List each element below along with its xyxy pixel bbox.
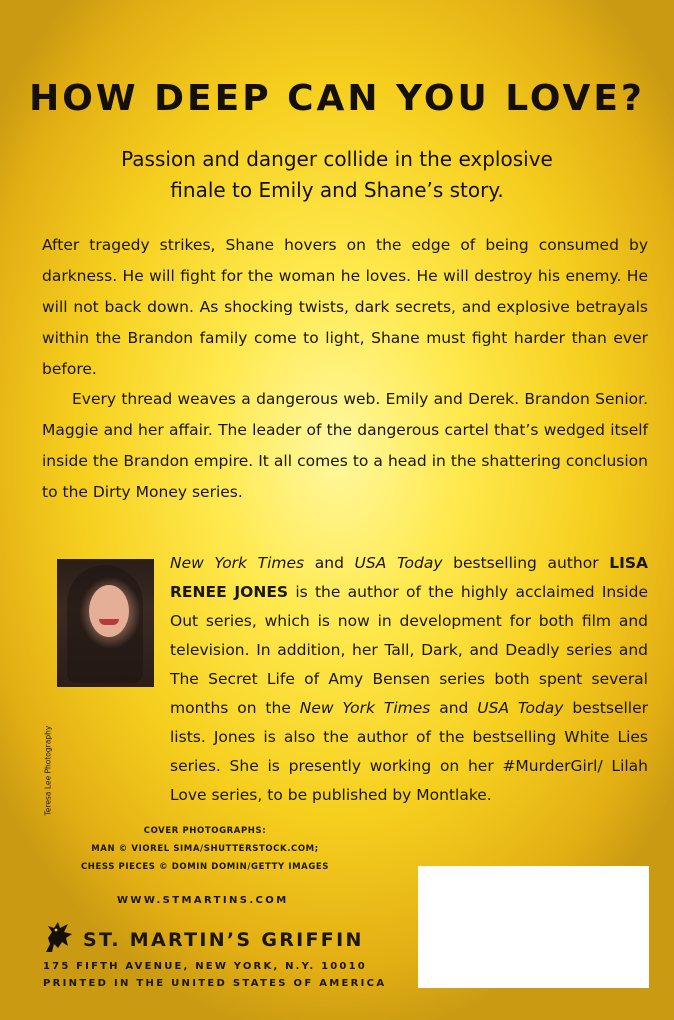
bio-intro: bestselling author [442, 554, 610, 572]
synopsis-paragraph-2: Every thread weaves a dangerous web. Emily and Derek. Brandon Senior. Maggie and her affair. The leader of the dangerous cartel that’s wedged itself inside the Brandon empire. It all comes to a head in the shattering conclusion to the Dirty Money series. [42, 390, 648, 501]
cover-credits-line-3: CHESS PIECES © DOMIN DOMIN/GETTY IMAGES [80, 862, 330, 872]
bio-usa-today: USA Today [354, 554, 443, 572]
bio-nyt-2: New York Times [299, 699, 431, 717]
griffin-icon [42, 918, 76, 954]
publisher-url: WWW.STMARTINS.COM [117, 895, 289, 906]
bio-nyt: New York Times [170, 554, 305, 572]
photo-credit [41, 690, 55, 818]
cover-credits-line-2: MAN © VIOREL SIMA/SHUTTERSTOCK.COM; [91, 844, 319, 854]
bio-text-1: is the author of the highly acclaimed Inside Out series, which is now in development for both film and television. In addition, her Tall, Dark, and Deadly series and The Secret Life of Amy Bensen series both spent several months on the [170, 583, 648, 717]
author-photo [57, 559, 154, 687]
bio-and-1: and [304, 554, 355, 572]
bio-text-2: bestseller lists. Jones is also the author of the bestselling White Lies series. She is presently working on her #MurderGirl/ Lilah Love series, to be published by Montlake. [170, 699, 648, 804]
synopsis-paragraph-1: After tragedy strikes, Shane hovers on the edge of being consumed by darkness. He will fight for the woman he loves. He will destroy his enemy. He will not back down. As shocking twists, dark secrets, and explosive betrayals within the Brandon family come to light, Shane must fight harder than ever before. [42, 236, 648, 378]
author-name: LISA RENEE JONES [170, 554, 648, 601]
tagline [60, 144, 614, 206]
bio-and-2: and [430, 699, 478, 717]
author-bio [170, 549, 648, 810]
barcode-area [418, 866, 649, 988]
headline: HOW DEEP CAN YOU LOVE? [29, 78, 645, 119]
tagline-line-2: finale to Emily and Shane’s story. [170, 178, 504, 202]
bio-usa-today-2: USA Today [477, 699, 564, 717]
cover-credits-line-1: COVER PHOTOGRAPHS: [143, 826, 267, 836]
tagline-line-1: Passion and danger collide in the explosive [121, 147, 553, 171]
publisher-name: ST. MARTIN’S GRIFFIN [83, 929, 364, 951]
printed-in: PRINTED IN THE UNITED STATES OF AMERICA [43, 978, 387, 989]
photo-credit-text: Teresa Lee Photography [43, 725, 53, 816]
publisher-address: 175 FIFTH AVENUE, NEW YORK, N.Y. 10010 [43, 961, 367, 972]
cover-credits [70, 822, 340, 876]
